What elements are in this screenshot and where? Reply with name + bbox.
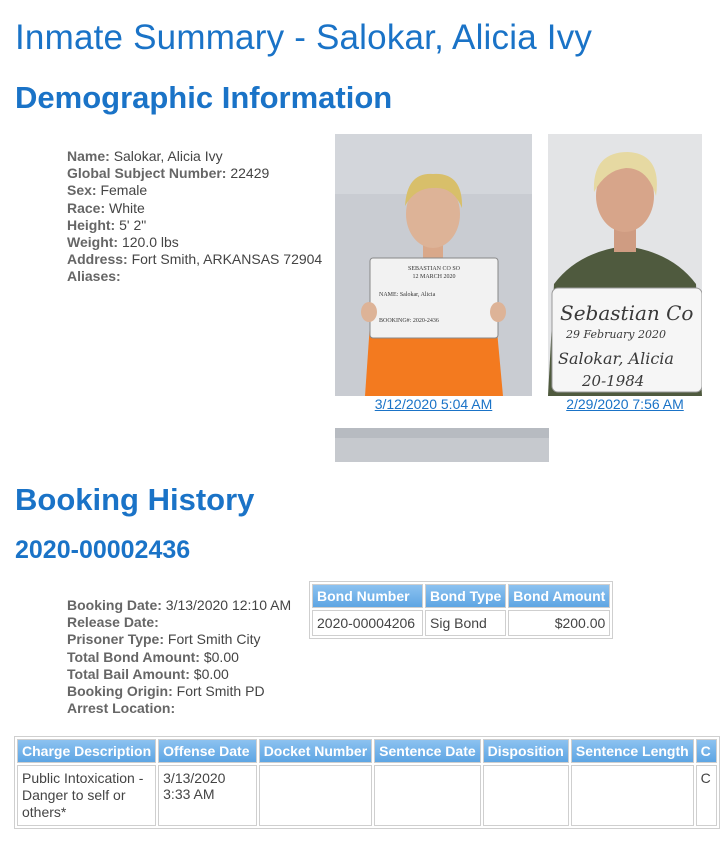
booking-history-heading: Booking History — [15, 482, 255, 517]
bond-amount-cell: $200.00 — [508, 610, 610, 636]
field-release-date: Release Date: — [67, 614, 159, 631]
charge-table — [14, 736, 720, 829]
sign2-line-3: Salokar, Alicia — [558, 349, 674, 368]
field-total-bail-amount: Total Bail Amount: $0.00 — [67, 665, 229, 682]
sign2-line-2: 29 February 2020 — [566, 328, 666, 341]
charge-description-cell: Public Intoxication - Danger to self or others* — [17, 765, 156, 826]
table-row — [312, 610, 610, 636]
mugshot-photo-2[interactable] — [548, 134, 702, 396]
field-height: Height: 5' 2" — [67, 216, 147, 233]
sentence-date-cell — [374, 765, 480, 826]
field-global-subject-number: Global Subject Number: 22429 — [67, 165, 270, 182]
mugshot-photo-3[interactable] — [335, 428, 549, 462]
charge-col-extra[interactable]: C — [696, 739, 717, 763]
photo-2-date-link[interactable]: 2/29/2020 7:56 AM — [566, 396, 684, 412]
field-sex: Sex: Female — [67, 182, 148, 199]
sign-line-3: NAME: Salokar, Alicia — [379, 292, 436, 298]
charge-col-sentence-date[interactable]: Sentence Date — [374, 739, 480, 763]
field-address: Address: Fort Smith, ARKANSAS 72904 — [67, 251, 323, 268]
table-row — [17, 765, 717, 826]
booking-info — [67, 597, 291, 717]
field-name: Name: Salokar, Alicia Ivy — [67, 148, 223, 164]
sign-line-4: BOOKING#: 2020-2436 — [379, 318, 439, 324]
field-prisoner-type: Prisoner Type: Fort Smith City — [67, 631, 261, 648]
field-arrest-location: Arrest Location: — [67, 700, 176, 717]
charge-col-disposition[interactable]: Disposition — [483, 739, 569, 763]
offense-date-cell: 3/13/2020 3:33 AM — [158, 765, 257, 826]
page-title: Inmate Summary - Salokar, Alicia Ivy — [15, 18, 593, 57]
sign-line-2: 12 MARCH 2020 — [412, 274, 456, 280]
field-race: Race: White — [67, 199, 145, 216]
sign2-line-4: 20-1984 — [582, 372, 645, 390]
bond-number-cell: 2020-00004206 — [312, 610, 423, 636]
bond-type-cell: Sig Bond — [425, 610, 506, 636]
extra-cell: C — [696, 765, 717, 826]
bond-table-header-row — [312, 584, 610, 608]
charge-col-sentence-length[interactable]: Sentence Length — [571, 739, 694, 763]
disposition-cell — [483, 765, 569, 826]
sign2-line-1: Sebastian Co — [560, 301, 694, 325]
photo-1-date-link[interactable]: 3/12/2020 5:04 AM — [374, 396, 493, 412]
docket-number-cell — [259, 765, 372, 826]
field-total-bond-amount: Total Bond Amount: $0.00 — [67, 648, 239, 665]
field-booking-date: Booking Date: 3/13/2020 12:10 AM — [67, 597, 292, 613]
field-aliases: Aliases: — [67, 268, 121, 285]
bond-col-number[interactable]: Bond Number — [312, 584, 423, 608]
field-booking-origin: Booking Origin: Fort Smith PD — [67, 683, 265, 700]
booking-number: 2020-00002436 — [15, 536, 191, 564]
charge-table-header-row — [17, 739, 717, 763]
sign-line-1: SEBASTIAN CO SO — [407, 266, 461, 272]
bond-table — [309, 581, 613, 639]
bond-col-type[interactable]: Bond Type — [425, 584, 506, 608]
charge-col-description[interactable]: Charge Description — [17, 739, 156, 763]
demographic-heading: Demographic Information — [15, 80, 393, 115]
sentence-length-cell — [571, 765, 694, 826]
field-weight: Weight: 120.0 lbs — [67, 234, 179, 251]
demographic-info — [67, 148, 322, 286]
charge-col-offense-date[interactable]: Offense Date — [158, 739, 257, 763]
charge-col-docket-number[interactable]: Docket Number — [259, 739, 372, 763]
bond-col-amount[interactable]: Bond Amount — [508, 584, 610, 608]
mugshot-photo-1[interactable] — [335, 134, 532, 396]
